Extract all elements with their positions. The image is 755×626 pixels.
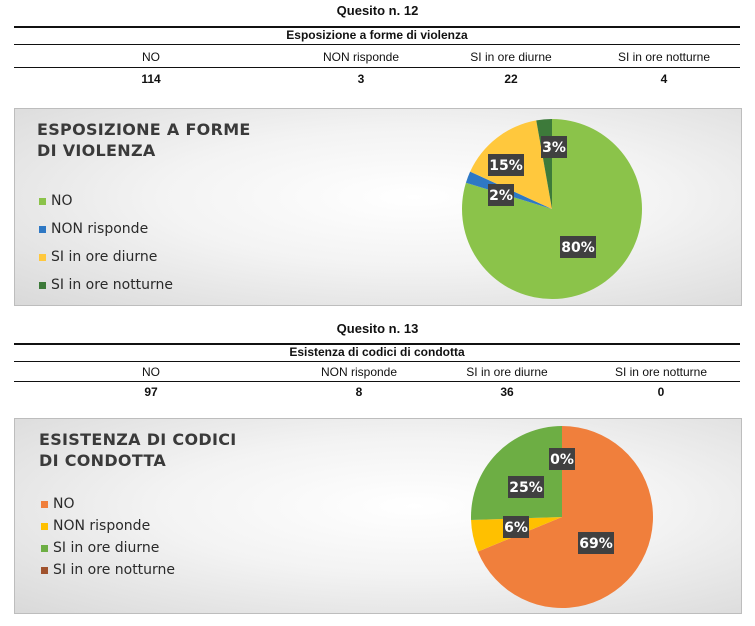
pie-chart [15,109,741,305]
data-label-text: 69% [579,536,613,552]
table-value-cell: 36 [500,385,514,399]
table-rule [14,361,740,362]
legend-label: SI in ore notturne [51,277,174,293]
chart-title-line: DI VIOLENZA [37,141,156,160]
data-label [503,516,529,538]
data-label-text: 15% [489,158,523,174]
pie-chart [15,419,741,613]
legend-label: NO [53,496,75,512]
pie-slice [471,426,562,520]
table-value-cell: 114 [141,72,161,86]
table-header-cell: NO [142,50,160,64]
table-value-cell: 3 [357,72,365,86]
legend-label: SI in ore diurne [51,249,158,265]
chart-title-line: DI CONDOTTA [39,451,167,470]
chart-panel-12 [14,108,742,306]
legend-label: NON risponde [51,221,149,237]
table-header-cell: NON risponde [320,365,398,379]
quesito-title-12: Quesito n. 12 [336,3,419,18]
table-value-cell: 4 [660,72,668,86]
legend-label: SI in ore notturne [53,562,176,578]
chart-title-line: ESISTENZA DI CODICI [39,430,237,449]
legend-label: NO [51,193,73,209]
data-label [508,476,544,498]
data-label [488,184,514,206]
legend-label: NON risponde [53,518,151,534]
chart-title-line: ESPOSIZIONE A FORME [37,120,251,139]
table-value-cell: 8 [355,385,363,399]
table-value-cell: 97 [144,385,158,399]
data-label [560,236,596,258]
table-header-cell: SI in ore diurne [470,50,552,64]
table-header-cell: NON risponde [322,50,400,64]
data-label [578,532,614,554]
data-label [549,448,575,470]
data-label-text: 25% [509,480,543,496]
table-header-cell: SI in ore diurne [466,365,548,379]
table-value-cell: 0 [657,385,665,399]
table-header-cell: SI in ore notturne [614,365,708,379]
table-rule [14,44,740,45]
chart-panel-13 [14,418,742,614]
data-label [488,154,524,176]
data-label-text: 0% [550,452,574,468]
data-label-text: 80% [561,240,595,256]
table-header-cell: SI in ore notturne [617,50,711,64]
legend-label: SI in ore diurne [53,540,160,556]
table-rule [14,67,740,68]
table-value-cell: 22 [504,72,518,86]
quesito-title-13: Quesito n. 13 [336,321,419,336]
data-label-text: 6% [504,520,528,536]
table-subtitle: Esposizione a forme di violenza [286,28,468,42]
data-label-text: 3% [542,140,566,156]
table-header-cell: NO [142,365,160,379]
table-subtitle: Esistenza di codici di condotta [289,345,465,359]
data-label [541,136,567,158]
data-label-text: 2% [489,188,513,204]
table-rule [14,381,740,382]
